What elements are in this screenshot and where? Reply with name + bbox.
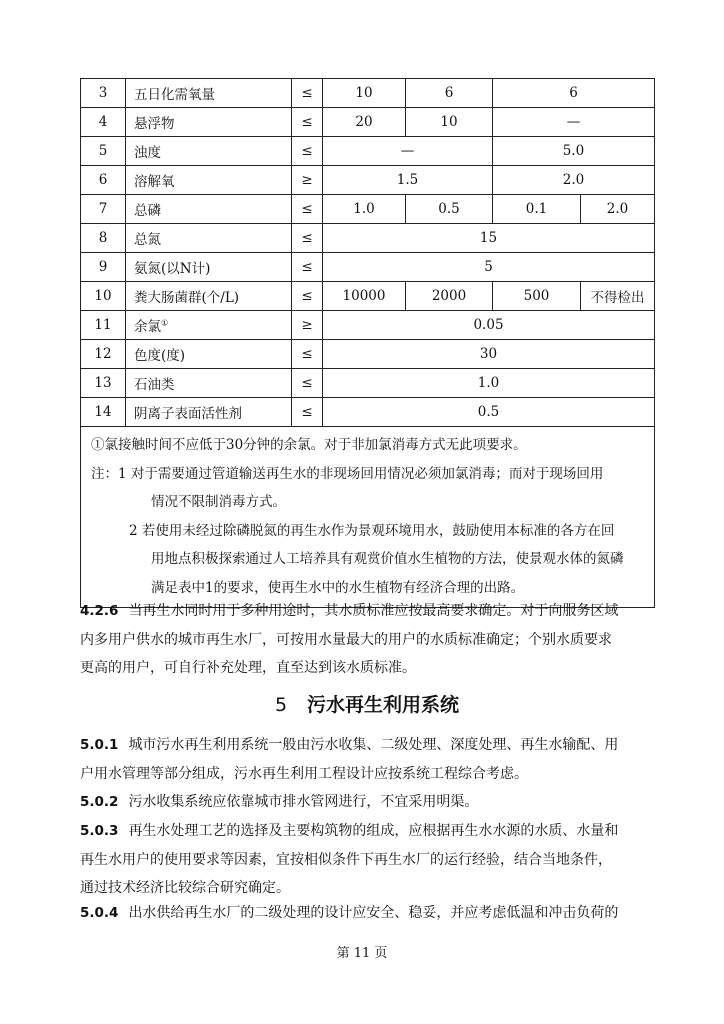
clause-number: 5.0.4 <box>80 905 119 921</box>
comparison-operator: ≤ <box>292 253 323 282</box>
table-row <box>81 224 655 253</box>
comparison-operator: ≤ <box>292 282 323 311</box>
comparison-operator: ≥ <box>292 166 323 195</box>
table-row <box>81 195 655 224</box>
comparison-operator: ≤ <box>292 398 323 427</box>
comparison-operator: ≤ <box>292 79 323 108</box>
parameter-name-text: 余氯 <box>134 319 161 335</box>
limit-value: 10 <box>406 108 493 137</box>
note-text: 用地点积极探索通过人工培养具有观赏价值水生植物的方法，使景观水体的氮磷 <box>151 551 624 568</box>
limit-value: 10000 <box>323 282 406 311</box>
comparison-operator: ≤ <box>292 340 323 369</box>
clause-text: 户用水管理等部分组成，污水再生利用工程设计应按系统工程综合考虑。 <box>80 765 528 782</box>
parameter-name: 总磷 <box>126 195 292 224</box>
clause-text: 再生水处理工艺的选择及主要构筑物的组成，应根据再生水水源的水质、水量和 <box>128 823 619 839</box>
clause-5-0-2 <box>80 788 654 817</box>
clause-text: 更高的用户，可自行补充处理，直至达到该水质标准。 <box>80 660 416 677</box>
table-row <box>81 340 655 369</box>
footnote-marker: ① <box>161 318 169 328</box>
page-number: 第 11 页 <box>336 946 388 961</box>
limit-value: 不得检出 <box>581 282 655 311</box>
parameter-name <box>126 311 292 340</box>
note-text: 满足表中1的要求，使再生水中的水生植物有经济合理的出路。 <box>151 579 525 596</box>
clause-text: 出水供给再生水厂的二级处理的设计应安全、稳妥，并应考虑低温和冲击负荷的 <box>128 905 619 921</box>
chapter-title: 污水再生利用系统 <box>307 694 460 716</box>
table-row <box>81 311 655 340</box>
clause-5-0-1 <box>80 731 654 788</box>
footnote-text: ①氯接触时间不应低于30分钟的余氯。对于非加氯消毒方式无此项要求。 <box>91 437 527 453</box>
comparison-operator: ≤ <box>292 195 323 224</box>
limit-value: 20 <box>323 108 406 137</box>
table-notes <box>81 427 655 608</box>
limit-value: 1.5 <box>323 166 493 195</box>
limit-value: 6 <box>493 79 655 108</box>
row-number: 7 <box>81 195 126 224</box>
parameter-name: 阴离子表面活性剂 <box>126 398 292 427</box>
row-number: 14 <box>81 398 126 427</box>
note-text: 注：1 对于需要通过管道输送再生水的非现场回用情况必须加氯消毒；而对于现场回用 <box>91 465 604 482</box>
clause-text: 城市污水再生利用系统一般由污水收集、二级处理、深度处理、再生水输配、用 <box>128 737 619 753</box>
parameter-name: 色度(度) <box>126 340 292 369</box>
row-number: 6 <box>81 166 126 195</box>
table-row <box>81 79 655 108</box>
limit-value: 1.0 <box>323 195 406 224</box>
clause-number: 4.2.6 <box>80 603 119 619</box>
limit-value: 5.0 <box>493 137 655 166</box>
comparison-operator: ≤ <box>292 108 323 137</box>
parameter-name: 石油类 <box>126 369 292 398</box>
note-text: 情况不限制消毒方式。 <box>151 494 286 511</box>
limit-value: 5 <box>323 253 655 282</box>
comparison-operator: ≤ <box>292 137 323 166</box>
row-number: 10 <box>81 282 126 311</box>
note-text: 2 若使用未经过除磷脱氮的再生水作为景观环境用水，鼓励使用本标准的各方在回 <box>129 522 615 539</box>
table-notes-row <box>81 427 655 608</box>
limit-value: 0.05 <box>323 311 655 340</box>
comparison-operator: ≥ <box>292 311 323 340</box>
limit-value: 2.0 <box>581 195 655 224</box>
clause-text: 内多用户供水的城市再生水厂，可按用水量最大的用户的水质标准确定；个别水质要求 <box>80 631 612 648</box>
parameter-name: 悬浮物 <box>126 108 292 137</box>
clause-number: 5.0.1 <box>80 737 119 753</box>
table-row <box>81 253 655 282</box>
table-row <box>81 108 655 137</box>
limit-value: 10 <box>323 79 406 108</box>
clause-line <box>80 817 654 846</box>
row-number: 3 <box>81 79 126 108</box>
row-number: 11 <box>81 311 126 340</box>
limit-value: 1.0 <box>323 369 655 398</box>
comparison-operator: ≤ <box>292 369 323 398</box>
limit-value: — <box>493 108 655 137</box>
parameter-name: 总氮 <box>126 224 292 253</box>
chapter-heading <box>80 690 654 717</box>
table-row <box>81 282 655 311</box>
clause-number: 5.0.3 <box>80 823 119 839</box>
table-row <box>81 166 655 195</box>
parameter-name: 溶解氧 <box>126 166 292 195</box>
row-number: 4 <box>81 108 126 137</box>
parameter-name: 五日化需氧量 <box>126 79 292 108</box>
clause-line <box>80 731 654 760</box>
water-quality-table <box>80 78 655 608</box>
table-row <box>81 398 655 427</box>
clause-text: 再生水用户的使用要求等因素，宜按相似条件下再生水厂的运行经验，结合当地条件， <box>80 851 612 868</box>
clause-4-2-6 <box>80 597 654 683</box>
limit-value: 500 <box>493 282 581 311</box>
clause-line <box>80 899 654 928</box>
chapter-number: 5 <box>274 694 288 716</box>
limit-value: 2000 <box>406 282 493 311</box>
limit-value: 30 <box>323 340 655 369</box>
limit-value: — <box>323 137 493 166</box>
row-number: 9 <box>81 253 126 282</box>
clause-number: 5.0.2 <box>80 794 119 810</box>
parameter-name: 浊度 <box>126 137 292 166</box>
clause-5-0-4 <box>80 899 654 928</box>
row-number: 12 <box>81 340 126 369</box>
parameter-name: 氨氮(以N计) <box>126 253 292 282</box>
clause-5-0-3 <box>80 817 654 903</box>
clause-text: 通过技术经济比较综合研究确定。 <box>80 880 290 897</box>
row-number: 8 <box>81 224 126 253</box>
clause-text: 当再生水同时用于多种用途时，其水质标准应按最高要求确定。对于向服务区域 <box>128 603 619 619</box>
limit-value: 0.5 <box>323 398 655 427</box>
limit-value: 6 <box>406 79 493 108</box>
row-number: 5 <box>81 137 126 166</box>
parameter-name: 粪大肠菌群(个/L) <box>126 282 292 311</box>
limit-value: 0.5 <box>406 195 493 224</box>
comparison-operator: ≤ <box>292 224 323 253</box>
table-row <box>81 369 655 398</box>
limit-value: 2.0 <box>493 166 655 195</box>
clause-text: 污水收集系统应依靠城市排水管网进行，不宜采用明渠。 <box>128 794 479 810</box>
table-row <box>81 137 655 166</box>
limit-value: 15 <box>323 224 655 253</box>
row-number: 13 <box>81 369 126 398</box>
limit-value: 0.1 <box>493 195 581 224</box>
clause-line <box>80 597 654 626</box>
clause-line <box>80 788 654 817</box>
